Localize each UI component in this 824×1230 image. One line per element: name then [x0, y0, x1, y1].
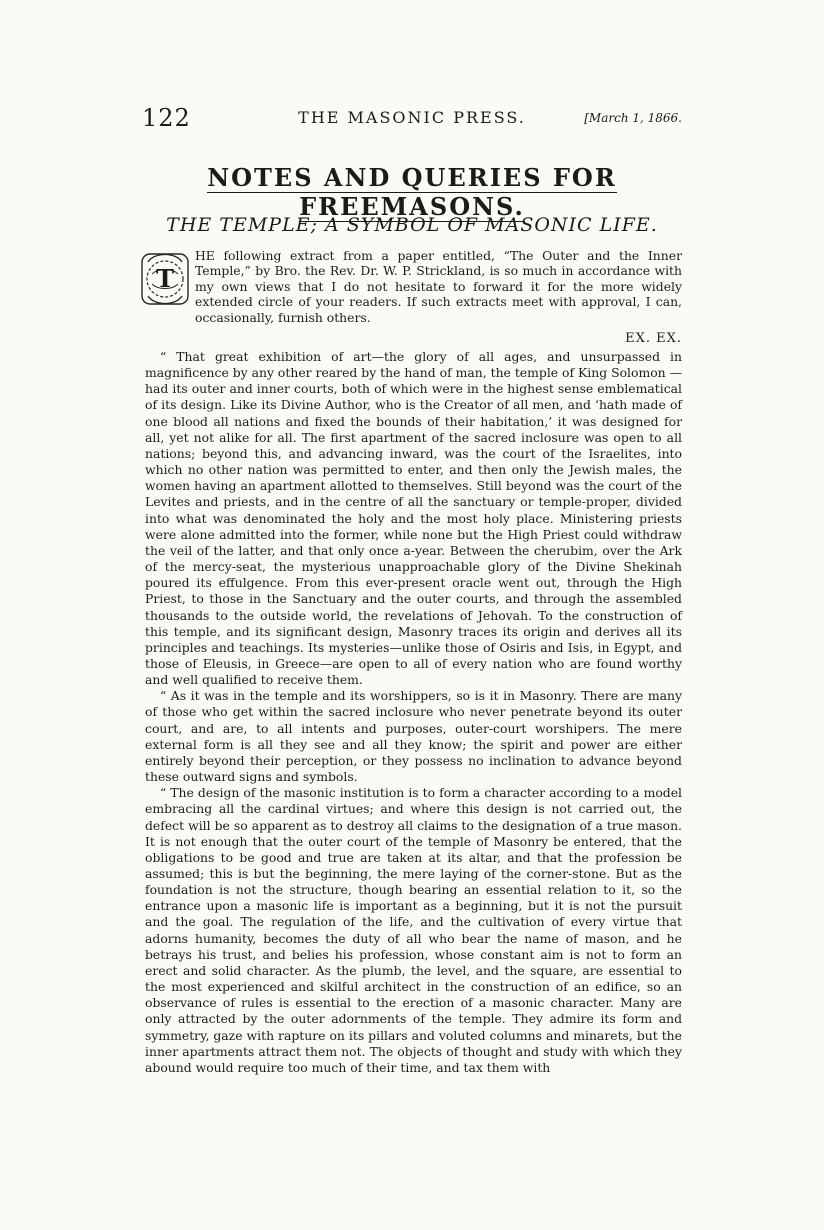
dropcap-letter: T	[156, 264, 174, 293]
intro-text: HE following extract from a paper entitled, “The Outer and the Inner Temple,” by Bro. the Rev. Dr. W. P. Strickland, is so much in accordance with my own views that I do not hesitate to forward it for the more widely extended circle of your readers. If such extracts meet with approval, I can, occasionally, furnish others.	[195, 248, 682, 325]
journal-title: THE MASONIC PRESS.	[298, 108, 526, 127]
article-body	[145, 349, 682, 1076]
article-title: THE TEMPLE; A SYMBOL OF MASONIC LIFE.	[166, 214, 658, 236]
page-number: 122	[142, 104, 191, 132]
paragraph-2: “ As it was in the temple and its worshippers, so is it in Masonry. There are many of those who get within the sacred inclosure who never penetrate beyond its outer court, and are, to all intents and purposes, outer-court worshipers. The mere external form is all they see and all they know; the spirit and power are either entirely beyond their perception, or they possess no inclination to advance beyond these outward signs and symbols.	[145, 688, 682, 785]
intro-paragraph	[195, 248, 682, 325]
issue-date: [March 1, 1866.	[584, 111, 682, 125]
section-title-text: NOTES AND QUERIES FOR FREEMASONS.	[207, 163, 617, 221]
ornamental-dropcap	[140, 248, 190, 310]
paragraph-3: “ The design of the masonic institution is to form a character according to a model embracing all the cardinal virtues; and where this design is not carried out, the defect will be so apparent as to destroy all claims to the designation of a true mason. It is not enough that the outer court of the temple of Masonry be entered, that the obligations to be good and true are taken at its altar, and that the profession be assumed; this is but the beginning, the mere laying of the corner-stone. But as the foundation is not the structure, though bearing an essential relation to it, so the entrance upon a masonic life is important as a beginning, but it is not the pursuit and the goal. The regulation of the life, and the cultivation of every virtue that adorns humanity, becomes the duty of all who bear the name of mason, and he betrays his trust, and belies his profession, whose constant aim is not to form an erect and solid character. As the plumb, the level, and the square, are essential to the most experienced and skilful architect in the construction of an edifice, so an observance of rules is essential to the erection of a masonic character. Many are only attracted by the outer adornments of the temple. They admire its form and symmetry, gaze with rapture on its pillars and voluted columns and minarets, but the inner apartments attract them not. The objects of thought and study with which they abound would require too much of their time, and tax them with	[145, 785, 682, 1075]
paragraph-1: “ That great exhibition of art—the glory of all ages, and unsurpassed in magnificence by any other reared by the hand of man, the temple of King Solomon —had its outer and inner courts, both of which were in the highest sense emblematical of its design. Like its Divine Author, who is the Creator of all men, and ‘hath made of one blood all nations and fixed the bounds of their habitation,’ it was designed for all, yet not alike for all. The first apartment of the sacred inclosure was open to all nations; beyond this, and advancing inward, was the court of the Israelites, into which no other nation was permitted to enter, and then only the Jewish males, the women having an apartment allotted to themselves. Still beyond was the court of the Levites and priests, and in the centre of all the sanctuary or temple-proper, divided into what was denominated the holy and the most holy place. Ministering priests were alone admitted into the former, while none but the High Priest could withdraw the veil of the latter, and that only once a-year. Between the cherubim, over the Ark of the mercy-seat, the mysterious unapproachable glory of the Divine Shekinah poured its effulgence. From this ever-present oracle went out, through the High Priest, to those in the Sanctuary and the outer courts, and through the assembled thousands to the outside world, the revelations of Jehovah. To the construction of this temple, and its significant design, Masonry traces its origin and derives all its principles and teachings. Its mysteries—unlike those of Osiris and Isis, in Egypt, and those of Eleusis, in Greece—are open to all of every nation who are found worthy and well qualified to receive them.	[145, 349, 682, 688]
section-title	[142, 163, 682, 221]
dropcap-ornament-icon	[140, 248, 190, 310]
signature: EX. EX.	[625, 331, 682, 346]
running-head	[142, 104, 682, 130]
